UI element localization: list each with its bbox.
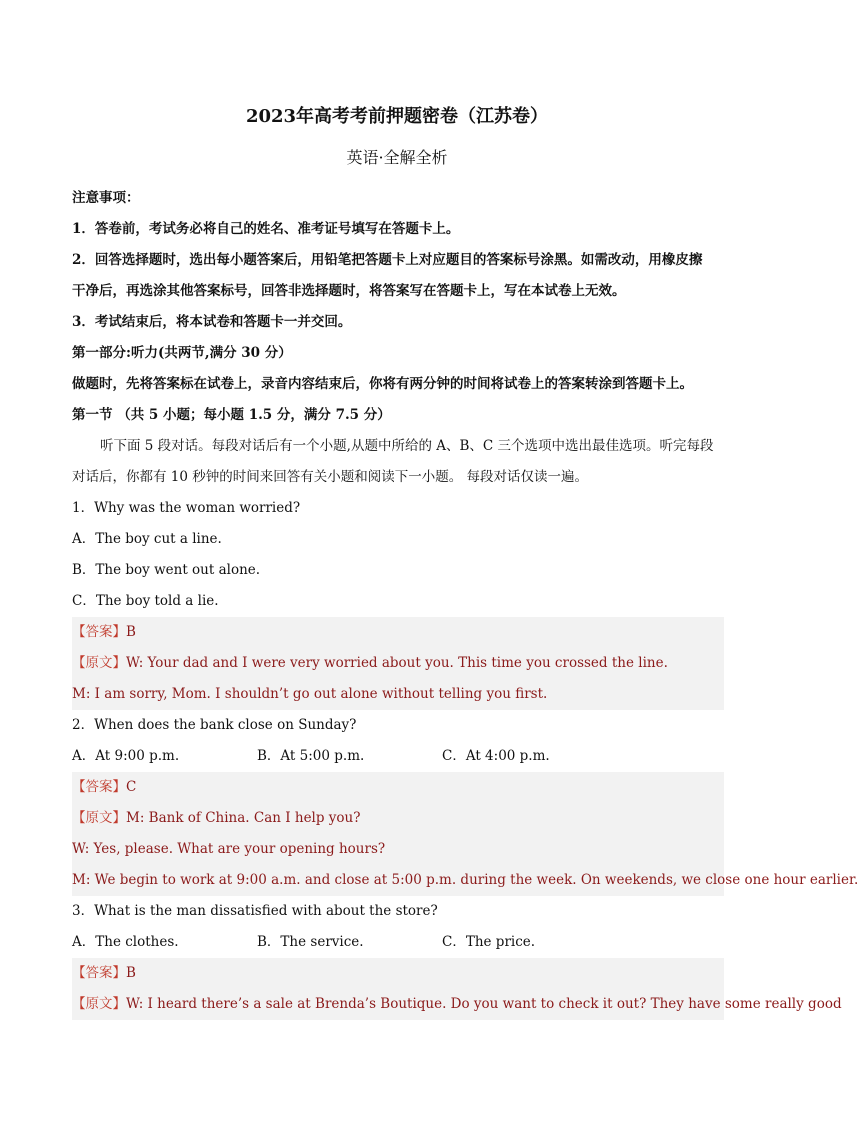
section-intro-cont: 对话后，你都有 10 秒钟的时间来回答有关小题和阅读下一小题。 每段对话仅读一遍。 — [72, 469, 589, 485]
document-body — [72, 183, 858, 1020]
note-item: 3．考试结束后，将本试卷和答题卡一并交回。 — [72, 314, 352, 330]
section-heading: 第一节 （共 5 小题；每小题 1.5 分，满分 7.5 分） — [72, 407, 391, 423]
original-line — [72, 648, 724, 679]
option-c: C．At 4:00 p.m. — [442, 748, 550, 764]
option-b: B．The service. — [257, 934, 364, 950]
original-line — [72, 989, 842, 1020]
transcript-text: W: Your dad and I were very worried about you. This time you crossed the line. — [126, 655, 668, 671]
option-c: C．The price. — [442, 934, 536, 950]
page-title: 2023年高考考前押题密卷（江苏卷） — [245, 106, 549, 127]
transcript-text: W: Yes, please. What are your opening hours? — [72, 841, 386, 857]
answer-value: B — [126, 624, 136, 640]
answer-tag: 【答案】 — [72, 779, 126, 795]
option-b: B．At 5:00 p.m. — [257, 748, 365, 764]
answer-value: C — [126, 779, 137, 795]
answer-line — [72, 958, 724, 989]
transcript-text: M: We begin to work at 9:00 a.m. and close at 5:00 p.m. during the week. On weekends, we close one hour earlier. — [72, 872, 858, 888]
option-a: A．At 9:00 p.m. — [72, 748, 180, 764]
question-stem: 3．What is the man dissatisfied with about the store? — [72, 903, 438, 919]
transcript-text: M: I am sorry, Mom. I shouldn’t go out alone without telling you first. — [72, 686, 548, 702]
answer-block — [72, 772, 858, 896]
answer-tag: 【答案】 — [72, 965, 126, 981]
section-intro: 听下面 5 段对话。每段对话后有一个小题,从题中所给的 A、B、C 三个选项中选出最佳选项。听完每段 — [100, 438, 714, 454]
original-tag: 【原文】 — [72, 810, 126, 826]
original-line — [72, 803, 724, 834]
original-tag: 【原文】 — [72, 996, 126, 1012]
note-item: 2．回答选择题时，选出每小题答案后，用铅笔把答题卡上对应题目的答案标号涂黑。如需改动，用橡皮擦 — [72, 252, 703, 268]
option-c: C．The boy told a lie. — [72, 593, 219, 609]
answer-line — [72, 617, 724, 648]
option-a: A．The boy cut a line. — [72, 531, 222, 547]
answer-tag: 【答案】 — [72, 624, 126, 640]
option-a: A．The clothes. — [72, 934, 179, 950]
answer-value: B — [126, 965, 136, 981]
part-heading: 第一部分:听力(共两节,满分 30 分） — [72, 345, 292, 361]
transcript-text: W: I heard there’s a sale at Brenda’s Boutique. Do you want to check it out? They have some really good — [126, 996, 842, 1012]
question-stem: 1．Why was the woman worried? — [72, 500, 301, 516]
transcript-text: M: Bank of China. Can I help you? — [126, 810, 361, 826]
options-row — [72, 741, 724, 772]
note-item: 干净后，再选涂其他答案标号，回答非选择题时，将答案写在答题卡上，写在本试卷上无效。 — [72, 283, 626, 299]
part-instruction: 做题时，先将答案标在试卷上，录音内容结束后，你将有两分钟的时间将试卷上的答案转涂到答题卡上。 — [72, 376, 693, 392]
original-tag: 【原文】 — [72, 655, 126, 671]
note-item: 1．答卷前，考试务必将自己的姓名、准考证号填写在答题卡上。 — [72, 221, 460, 237]
answer-block — [72, 958, 842, 1020]
question-stem: 2．When does the bank close on Sunday? — [72, 717, 357, 733]
answer-line — [72, 772, 724, 803]
page-subtitle: 英语·全解全析 — [346, 148, 448, 167]
option-b: B．The boy went out alone. — [72, 562, 261, 578]
options-row — [72, 927, 724, 958]
answer-block — [72, 617, 724, 710]
notes-heading: 注意事项： — [72, 190, 140, 206]
